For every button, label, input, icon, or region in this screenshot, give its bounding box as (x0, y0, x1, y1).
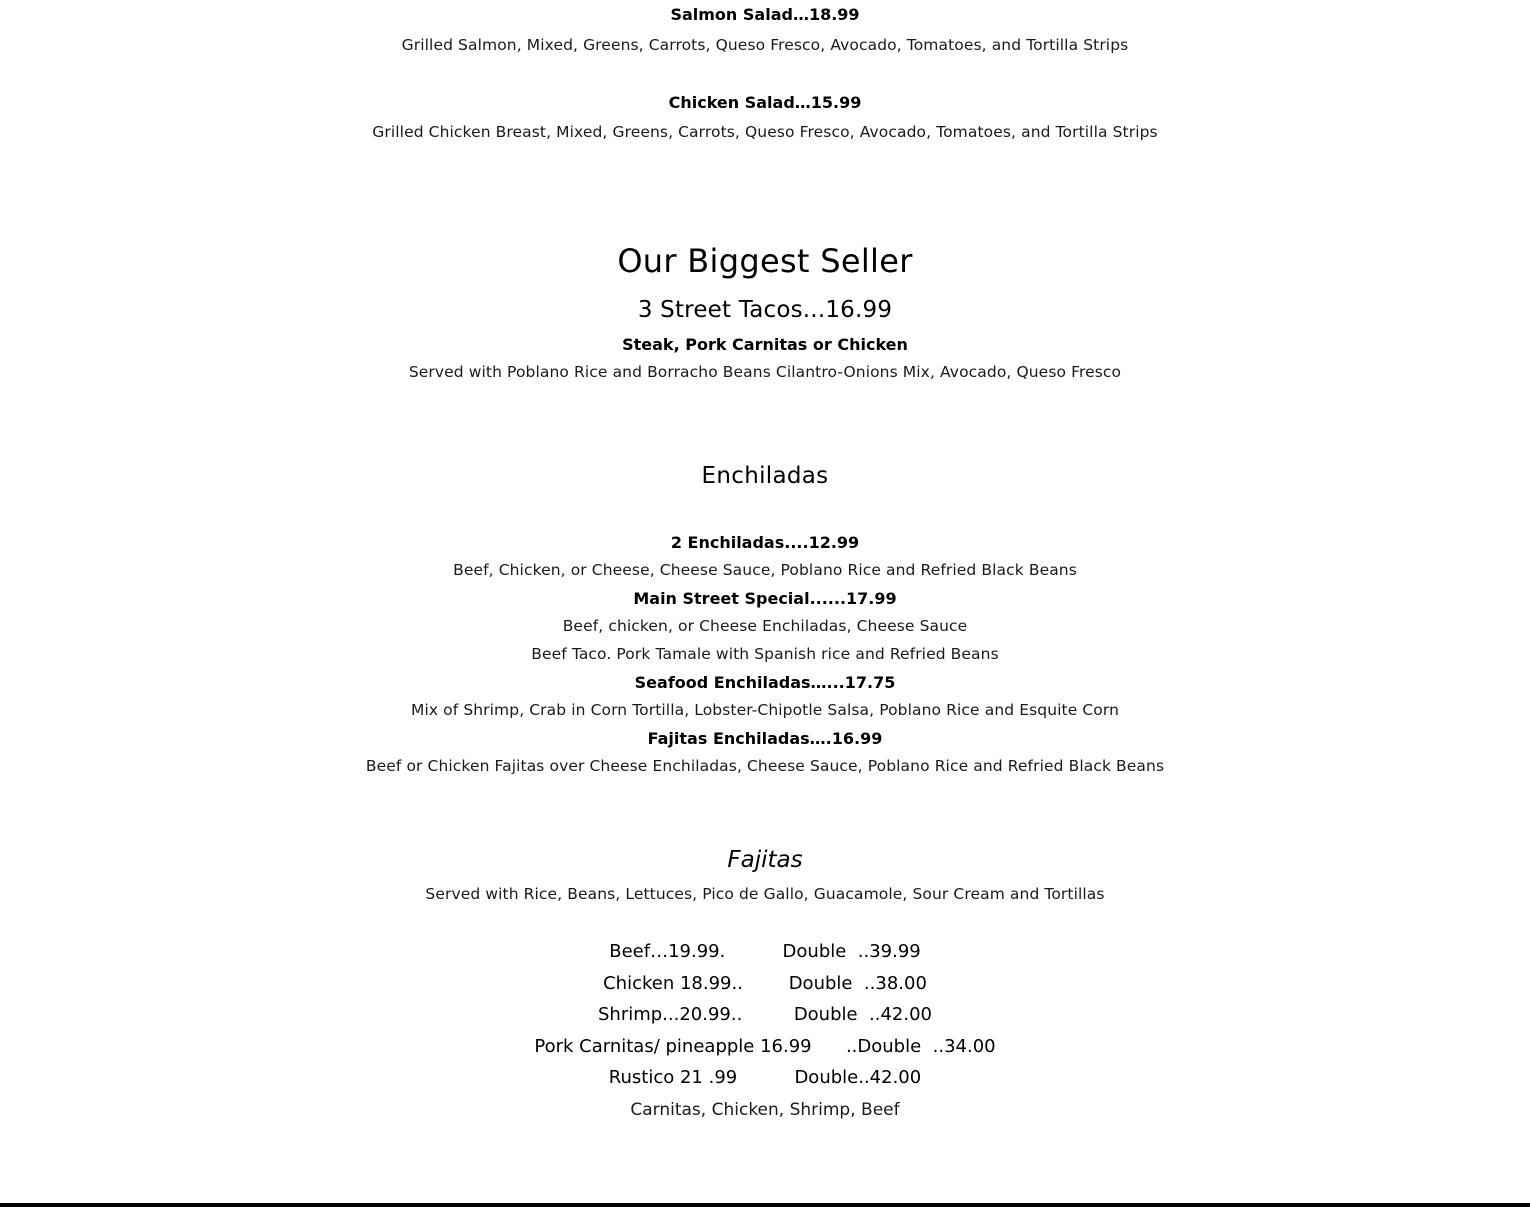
fajitas-price-row: Chicken 18.99.. Double ..38.00 (603, 973, 927, 994)
enchiladas-item-title: Main Street Special......17.99 (633, 589, 897, 608)
fajitas-price-row: Pork Carnitas/ pineapple 16.99 ..Double ..34.00 (534, 1036, 996, 1057)
enchiladas-heading: Enchiladas (701, 463, 829, 489)
page-bottom-divider (0, 1203, 1530, 1207)
enchiladas-item-title: Fajitas Enchiladas….16.99 (647, 729, 883, 748)
biggest-seller-heading: Our Biggest Seller (617, 242, 913, 280)
salmon-salad-title: Salmon Salad…18.99 (670, 5, 860, 24)
chicken-salad-title: Chicken Salad…15.99 (668, 93, 862, 112)
rustico-description: Carnitas, Chicken, Shrimp, Beef (630, 1100, 900, 1120)
enchiladas-item-description: Mix of Shrimp, Crab in Corn Tortilla, Lobster-Chipotle Salsa, Poblano Rice and Esquite Corn (410, 701, 1120, 719)
fajitas-heading: Fajitas (727, 847, 803, 873)
fajitas-served-with: Served with Rice, Beans, Lettuces, Pico de Gallo, Guacamole, Sour Cream and Tortillas (425, 885, 1105, 903)
street-tacos-description: Served with Poblano Rice and Borracho Beans Cilantro-Onions Mix, Avocado, Queso Fresco (408, 363, 1122, 381)
enchiladas-item-title: 2 Enchiladas....12.99 (670, 533, 860, 552)
fajitas-price-row: Beef…19.99. Double ..39.99 (609, 941, 921, 962)
fajitas-price-row: Rustico 21 .99 Double..42.00 (608, 1067, 922, 1088)
fajitas-price-row: Shrimp...20.99.. Double ..42.00 (597, 1004, 933, 1025)
enchiladas-item-title: Seafood Enchiladas…...17.75 (634, 673, 896, 692)
enchiladas-item-description: Beef Taco. Pork Tamale with Spanish rice and Refried Beans (531, 645, 999, 663)
enchiladas-item-description: Beef, Chicken, or Cheese, Cheese Sauce, Poblano Rice and Refried Black Beans (453, 561, 1077, 579)
enchiladas-item-description: Beef, chicken, or Cheese Enchiladas, Cheese Sauce (562, 617, 968, 635)
salmon-salad-description: Grilled Salmon, Mixed, Greens, Carrots, Queso Fresco, Avocado, Tomatoes, and Tortilla Strips (401, 36, 1129, 54)
enchiladas-item-description: Beef or Chicken Fajitas over Cheese Enchiladas, Cheese Sauce, Poblano Rice and Refried Black Beans (365, 757, 1165, 775)
chicken-salad-description: Grilled Chicken Breast, Mixed, Greens, Carrots, Queso Fresco, Avocado, Tomatoes, and Tortilla Strips (372, 123, 1158, 141)
street-tacos-options: Steak, Pork Carnitas or Chicken (622, 335, 908, 354)
street-tacos-title: 3 Street Tacos...16.99 (637, 297, 893, 323)
